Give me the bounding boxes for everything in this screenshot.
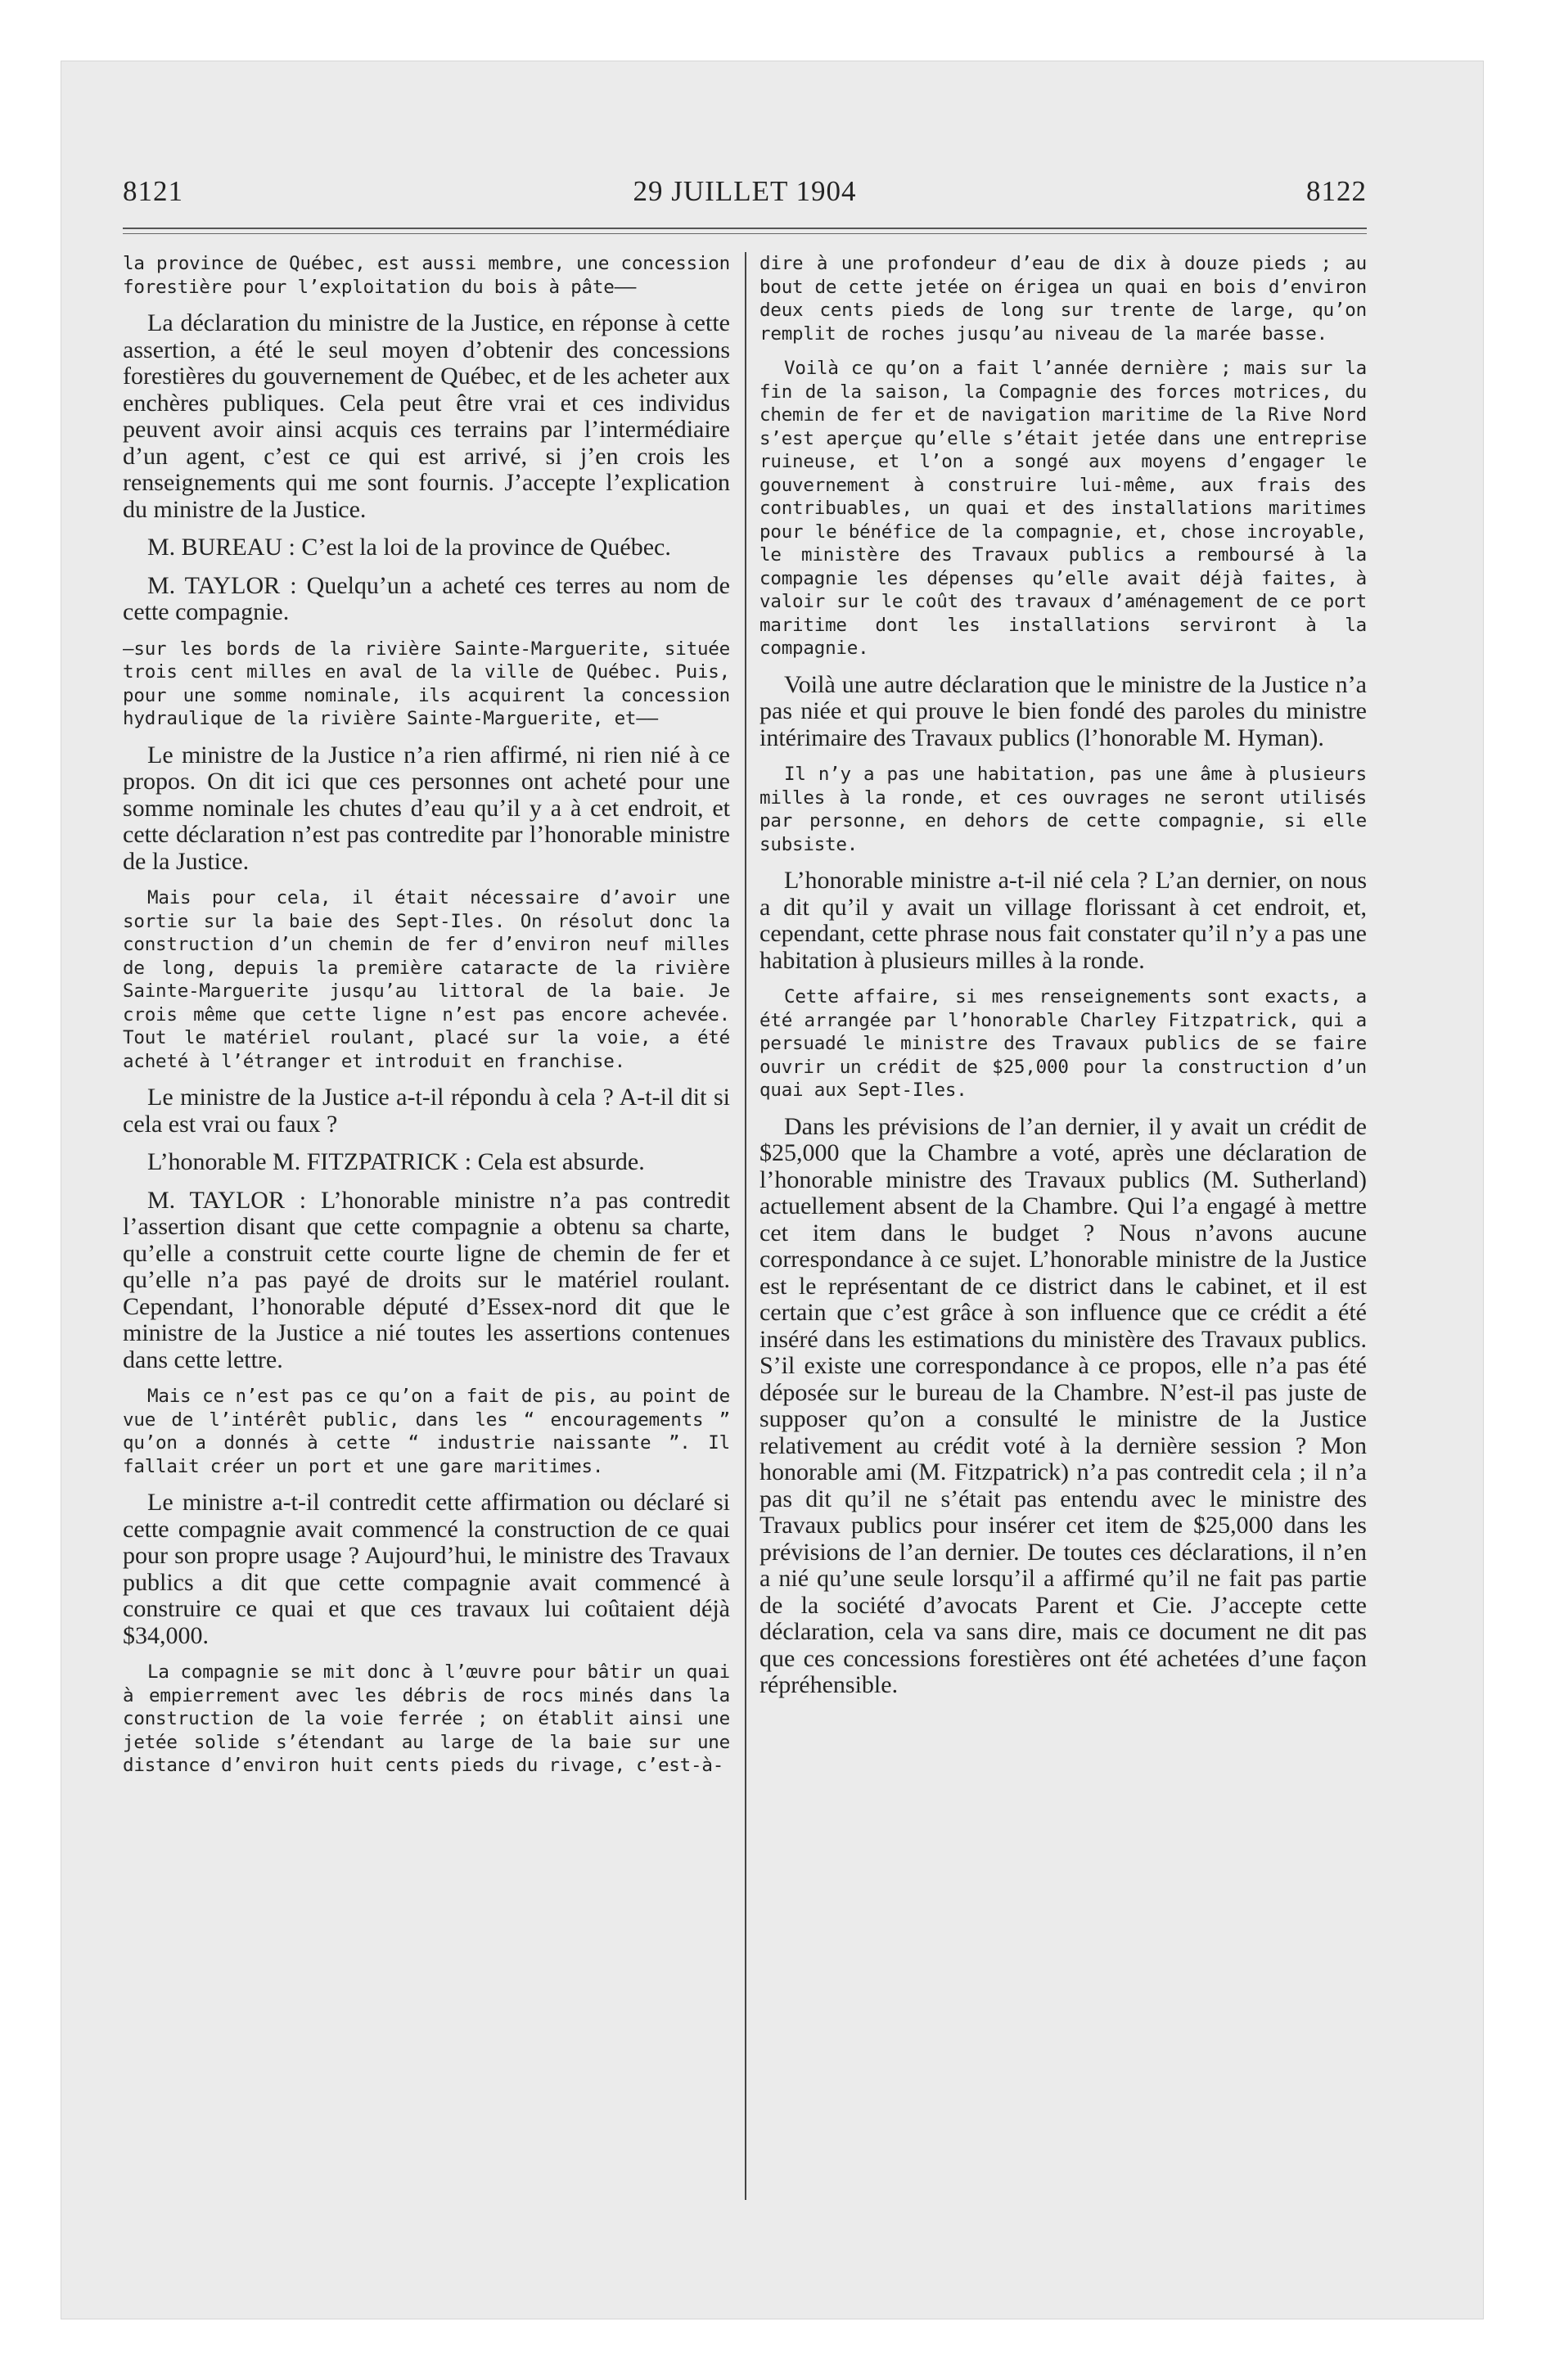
- paragraph: Le ministre de la Justice a-t-il répondu à cela ? A-t-il dit si cela est vrai ou faux ?: [123, 1084, 730, 1138]
- paragraph: Voilà ce qu’on a fait l’année dernière ; mais sur la fin de la saison, la Compagnie des forces motrices, du chemin de fer et de navigation maritime de la Rive Nord s’est aperçue qu’elle s’était jetée dans une entreprise ruineuse, et l’on a songé aux moyens d’engager le gouvernement à construire lui-même, aux frais des contribuables, un quai et des installations maritimes pour le bénéfice de la compagnie, et, chose incroyable, le ministère des Travaux publics a remboursé à la compagnie les dépenses qu’elle avait déjà faites, à valoir sur le coût des travaux d’aménagement de ce port maritime dont les installations serviront à la compagnie.: [759, 358, 1367, 659]
- left-column: [123, 252, 730, 1789]
- paragraph: Le ministre a-t-il contredit cette affirmation ou déclaré si cette compagnie avait commencé la construction de ce quai pour son propre usage ? Aujourd’hui, le ministre des Travaux publics a dit que cette compagnie avait commencé à construire ce quai et que ces travaux lui coûtaient déjà $34,000.: [123, 1489, 730, 1649]
- column-divider: [745, 252, 746, 2200]
- paragraph: La déclaration du ministre de la Justice, en réponse à cette assertion, a été le seul moyen d’obtenir des concessions forestières du gouvernement de Québec, et de les acheter aux enchères publiques. Cela peut être vrai et ces individus peuvent avoir ainsi acquis ces terrains par l’intermédiaire d’un agent, c’est ce qui est arrivé, si j’en crois les renseignements qui me sont fournis. J’accepte l’explication du ministre de la Justice.: [123, 309, 730, 523]
- paragraph: M. TAYLOR : L’honorable ministre n’a pas contredit l’assertion disant que cette compagnie a obtenu sa charte, qu’elle a construit cette courte ligne de chemin de fer et qu’elle n’a pas payé de droits sur le matériel roulant. Cependant, l’honorable député d’Essex-nord dit que le ministre de la Justice a nié toutes les assertions contenues dans cette lettre.: [123, 1186, 730, 1373]
- paragraph: M. BUREAU : C’est la loi de la province de Québec.: [147, 534, 671, 561]
- text-columns: [123, 252, 1367, 2200]
- paragraph: L’honorable ministre a-t-il nié cela ? L’an dernier, on nous a dit qu’il y avait un village florissant à cet endroit, et, cependant, cette phrase nous fait constater qu’il n’y a pas une habitation à plusieurs milles à la ronde.: [759, 867, 1367, 974]
- header-rule: [123, 228, 1367, 229]
- newspaper-page: [123, 172, 1367, 2218]
- paragraph: Le ministre de la Justice n’a rien affirmé, ni rien nié à ce propos. On dit ici que ces personnes ont acheté pour une somme nominale les chutes d’eau qu’il y a à cet endroit, et cette déclaration n’est pas contredite par l’honorable ministre de la Justice.: [123, 741, 730, 875]
- paragraph: Mais pour cela, il était nécessaire d’avoir une sortie sur la baie des Sept-Iles. On résolut donc la construction d’un chemin de fer d’environ neuf milles de long, depuis la première cataracte de la rivière Sainte-Marguerite jusqu’au littoral de la baie. Je crois même que cette ligne n’est pas encore achevée. Tout le matériel roulant, placé sur la voie, a été acheté à l’étranger et introduit en franchise.: [123, 887, 730, 1072]
- paragraph: Mais ce n’est pas ce qu’on a fait de pis, au point de vue de l’intérêt public, dans les “ encouragements ” qu’on a donnés à cette “ industrie naissante ”. Il fallait créer un port et une gare maritimes.: [123, 1386, 730, 1477]
- page-date: 29 JUILLET 1904: [633, 175, 857, 207]
- page-number-left: 8121: [123, 175, 183, 207]
- paragraph: Voilà une autre déclaration que le ministre de la Justice n’a pas niée et qui prouve le bien fondé des paroles du ministre intérimaire des Travaux publics (l’honorable M. Hyman).: [759, 670, 1367, 751]
- paragraph: M. TAYLOR : Quelqu’un a acheté ces terres au nom de cette compagnie.: [123, 571, 730, 625]
- header-rule-thin: [123, 233, 1367, 234]
- paragraph: la province de Québec, est aussi membre, une concession forestière pour l’exploitation du bois à pâte——: [123, 253, 730, 298]
- paragraph: —sur les bords de la rivière Sainte-Marguerite, située trois cent milles en aval de la ville de Québec. Puis, pour une somme nominale, ils acquirent la concession hydraulique de la rivière Sainte-Marguerite, et——: [123, 638, 730, 729]
- paragraph: Dans les prévisions de l’an dernier, il y avait un crédit de $25,000 que la Chambre a voté, après une déclaration de l’honorable ministre des Travaux publics (M. Sutherland) actuellement absent de la Chambre. Qui l’a engagé à mettre cet item dans le budget ? Nous n’avons aucune correspondance à ce sujet. L’honorable ministre de la Justice est le représentant de ce district dans le cabinet, et il est certain que c’est grâce à son influence que ce crédit a été inséré dans les estimations du ministère des Travaux publics. S’il existe une correspondance à ce propos, elle n’a pas été déposée sur le bureau de la Chambre. N’est-il pas juste de supposer qu’on a consulté le ministre de la Justice relativement au crédit voté à la dernière session ? Mon honorable ami (M. Fitzpatrick) n’a pas contredit cela ; il n’a pas dit qu’il ne s’était pas entendu avec le ministre des Travaux publics pour insérer cet item de $25,000 dans les prévisions de l’an dernier. De toutes ces déclarations, il n’en a nié qu’une seule lorsqu’il a affirmé qu’il ne fait pas partie de la société d’avocats Parent et Cie. J’accepte cette déclaration, cela va sans dire, mais ce document ne dit pas que ces concessions forestières ont été achetées d’une façon répréhensible.: [759, 1112, 1367, 1698]
- paragraph: Il n’y a pas une habitation, pas une âme à plusieurs milles à la ronde, et ces ouvrages ne seront utilisés par personne, en dehors de cette compagnie, si elle subsiste.: [759, 764, 1367, 855]
- page-header: [123, 172, 1367, 221]
- paragraph: Cette affaire, si mes renseignements sont exacts, a été arrangée par l’honorable Charley Fitzpatrick, qui a persuadé le ministre des Travaux publics de se faire ouvrir un crédit de $25,000 pour la construction d’un quai aux Sept-Iles.: [759, 986, 1367, 1101]
- page-number-right: 8122: [1306, 175, 1367, 207]
- right-column: [759, 252, 1367, 1711]
- paragraph: L’honorable M. FITZPATRICK : Cela est absurde.: [147, 1148, 645, 1175]
- paragraph: La compagnie se mit donc à l’œuvre pour bâtir un quai à empierrement avec les débris de rocs minés dans la construction de la voie ferrée ; on établit ainsi une jetée solide s’étendant au large de la baie sur une distance d’environ huit cents pieds du rivage, c’est-à-: [123, 1661, 730, 1776]
- paragraph: dire à une profondeur d’eau de dix à douze pieds ; au bout de cette jetée on érigea un quai en bois d’environ deux cents pieds de long sur trente de large, qu’on remplit de roches jusqu’au niveau de la marée basse.: [759, 253, 1367, 345]
